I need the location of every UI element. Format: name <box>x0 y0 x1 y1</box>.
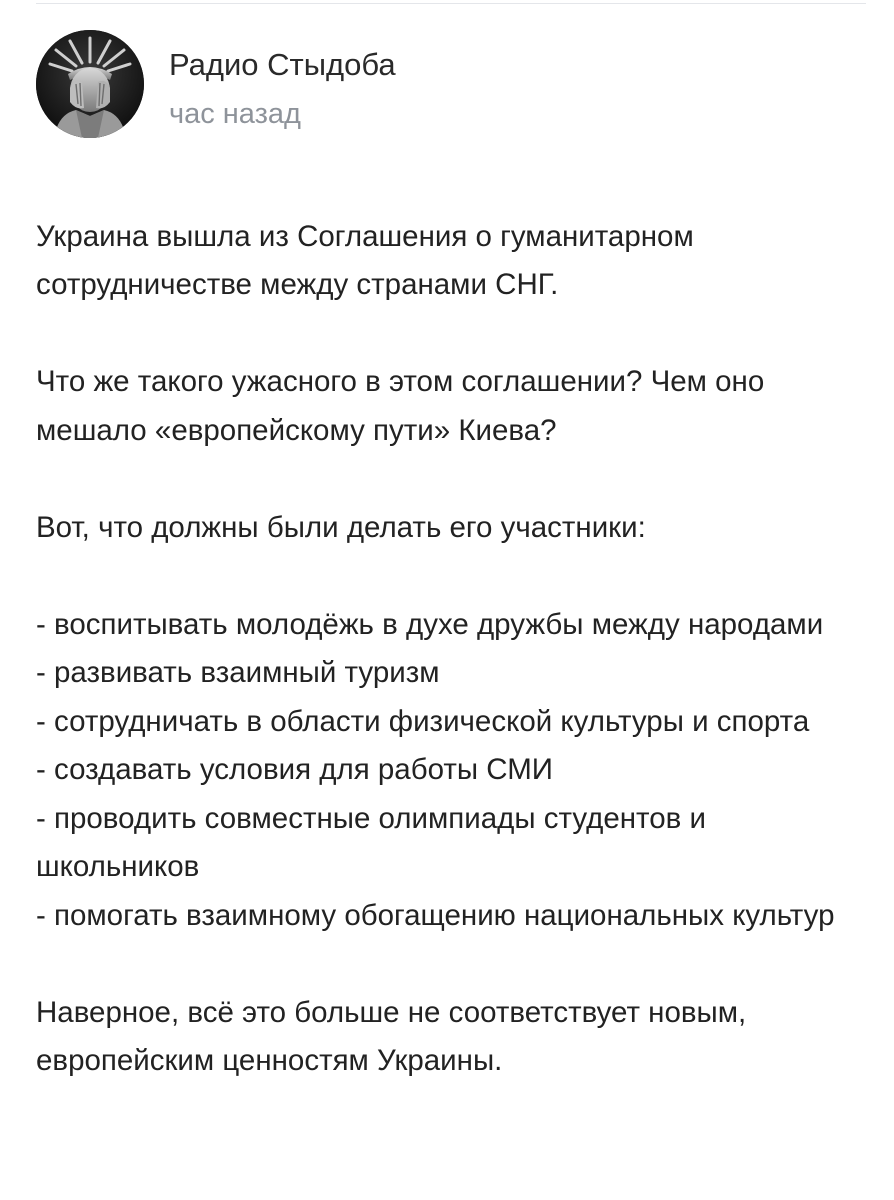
list-item: - создавать условия для работы СМИ <box>36 753 554 786</box>
top-divider <box>36 3 866 4</box>
list-item: - воспитывать молодёжь в духе дружбы между народами <box>36 607 824 641</box>
post-header <box>36 30 866 140</box>
list-item: - проводить совместные олимпиады студентов и школьников <box>36 801 706 883</box>
paragraph-list-intro: Вот, что должны были делать его участники: <box>36 510 646 544</box>
avatar[interactable] <box>36 30 144 138</box>
paragraph-conclusion: Наверное, всё это больше не соответствует новым, европейским ценностям Украины. <box>36 995 747 1077</box>
post-body <box>36 164 866 1086</box>
paragraph-question: Что же такого ужасного в этом соглашении? Чем оно мешало «европейскому пути» Киева? <box>36 365 765 447</box>
list-item: - помогать взаимному обогащению национальных культур <box>36 898 835 932</box>
list-item: - развивать взаимный туризм <box>36 656 440 689</box>
paragraph-intro-text: Украина вышла из Соглашения о гуманитарном сотрудничестве между странами СНГ. <box>36 219 694 301</box>
paragraph-intro <box>36 164 866 213</box>
post-timestamp[interactable]: час назад <box>169 98 301 130</box>
ukraine-flag-icon <box>36 175 76 200</box>
author-name[interactable]: Радио Стыдоба <box>169 47 396 82</box>
list-item: - сотрудничать в области физической культуры и спорта <box>36 704 810 738</box>
statue-of-liberty-facepalm-avatar-icon <box>36 30 144 138</box>
